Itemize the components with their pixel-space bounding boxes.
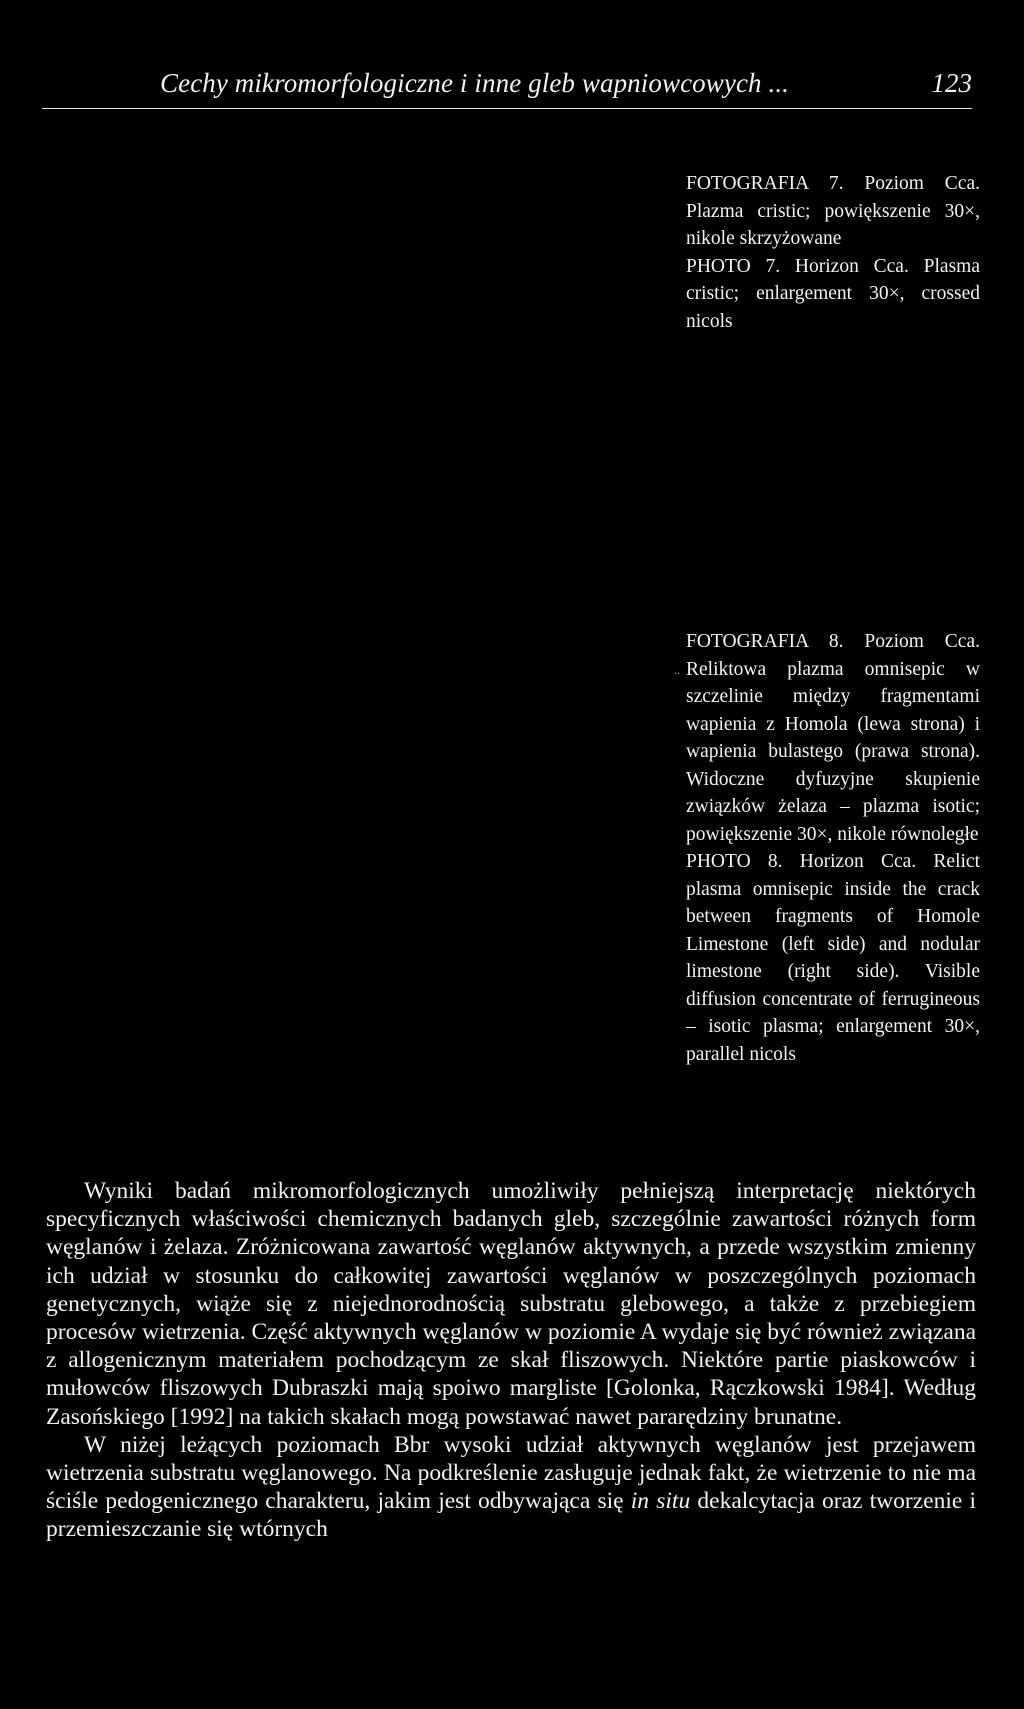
photo-8-caption-english: PHOTO 8. Horizon Cca. Relict plasma omnisepic inside the crack between fragments of Homole Limestone (left side) and nodular limestone (right side). Visible diffusion concentrate of ferrugineous – isotic plasma; enlargement 30×, parallel nicols [686,851,980,1065]
body-text [46,1177,976,1544]
running-header [42,62,972,109]
in-situ-italic: in situ [630,1488,691,1515]
body-paragraph-2-text-b: dekalcytacja oraz tworzenie i przemieszczanie się wtórnych [46,1488,977,1543]
photo-7-caption-polish: FOTOGRAFIA 7. Poziom Cca. Plazma cristic; powiększenie 30×, nikole skrzyżowane [686,173,980,249]
photo-8-caption [686,628,980,1068]
body-paragraph-1: Wyniki badań mikromorfologicznych umożliwiły pełniejszą interpretację niektórych specyficznych właściwości chemicznych badanych gleb, szczególnie zawartości różnych form węglanów i żelaza. Zróżnicowana zawartość węglanów aktywnych, a przede wszystkim zmienny ich udział w stosunku do całkowitej zawartości węglanów w poszczególnych poziomach genetycznych, wiąże się z niejednorodnością substratu glebowego, a także z przebiegiem procesów wietrzenia. Część aktywnych węglanów w poziomie A wydaje się być również związana z allogenicznym materiałem pochodzącym ze skał fliszowych. Niektóre partie piaskowców i mułowców fliszowych Dubraszki mają spoiwo margliste [Golonka, Rączkowski 1984]. Według Zasońskiego [1992] na takich skałach mogą powstawać nawet pararędziny brunatne. [46,1178,976,1430]
photo-8-caption-polish: FOTOGRAFIA 8. Poziom Cca. Reliktowa plazma omnisepic w szczelinie między fragmentami wapienia z Homola (lewa strona) i wapienia bulastego (prawa strona). Widoczne dyfuzyjne skupienie związków żelaza – plazma isotic; powiększenie 30×, nikole równoległe [686,631,980,845]
photo-7-caption [686,170,980,335]
stray-mark: .. [674,663,680,677]
page-number: 123 [931,68,972,98]
body-paragraph-2-text-a: W niżej leżących poziomach Bbr wysoki udział aktywnych węglanów jest przejawem wietrzenia substratu węglanowego. Na podkreślenie zasługuje jednak fakt, że wietrzenie to nie ma ściśle pedogenicznego charakteru, jakim jest odbywająca się [46,1431,976,1515]
photo-7-caption-english: PHOTO 7. Horizon Cca. Plasma cristic; enlargement 30×, crossed nicols [686,255,980,332]
running-title: Cechy mikromorfologiczne i inne gleb wapniowcowych ... [160,68,790,98]
body-paragraph-2 [46,1431,976,1544]
